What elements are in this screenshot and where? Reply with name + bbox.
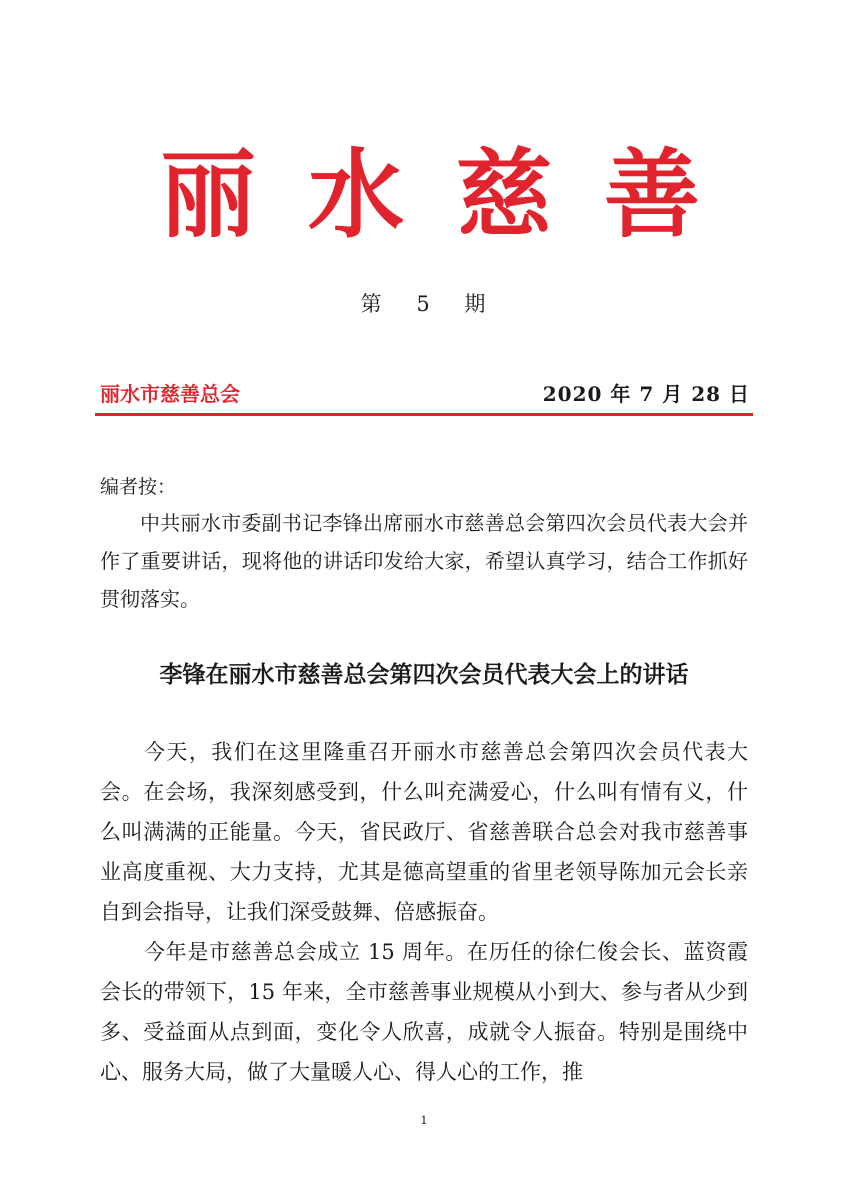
publication-date: 2020 年 7 月 28 日 [542, 381, 750, 406]
masthead-char-3: 慈 [456, 138, 552, 251]
publisher-row [100, 376, 750, 408]
issue-prefix: 第 [360, 292, 384, 316]
issue-value: 5 [416, 292, 432, 316]
editor-note-body: 中共丽水市委副书记李锋出席丽水市慈善总会第四次会员代表大会并作了重要讲话，现将他的讲话印发给大家，希望认真学习，结合工作抓好贯彻落实。 [100, 511, 748, 611]
masthead-char-4: 善 [604, 138, 700, 251]
issue-number [0, 288, 848, 318]
masthead-title [160, 140, 700, 250]
speech-title: 李锋在丽水市慈善总会第四次会员代表大会上的讲话 [159, 662, 689, 688]
page-number: 1 [420, 1114, 428, 1127]
publisher-organization: 丽水市慈善总会 [100, 381, 240, 406]
editor-note-label: 编者按： [100, 476, 177, 498]
header-divider [95, 413, 753, 416]
speech-paragraph: 今年是市慈善总会成立 15 周年。在历任的徐仁俊会长、蓝资霞会长的带领下，15 年来，全市慈善事业规模从小到大、参与者从少到多、受益面从点到面，变化令人欣喜，成就令人振奋。特别是围绕中心、服务大局，做了大量暖人心、得人心的工作，推 [100, 940, 748, 1084]
issue-suffix: 期 [464, 292, 488, 316]
masthead-char-2: 水 [308, 138, 404, 251]
speech-paragraph: 今天，我们在这里隆重召开丽水市慈善总会第四次会员代表大会。在会场，我深刻感受到，什么叫充满爱心，什么叫有情有义，什么叫满满的正能量。今天，省民政厅、省慈善联合总会对我市慈善事业高度重视、大力支持，尤其是德高望重的省里老领导陈加元会长亲自到会指导，让我们深受鼓舞、倍感振奋。 [100, 740, 748, 924]
masthead-char-1: 丽 [160, 138, 256, 251]
